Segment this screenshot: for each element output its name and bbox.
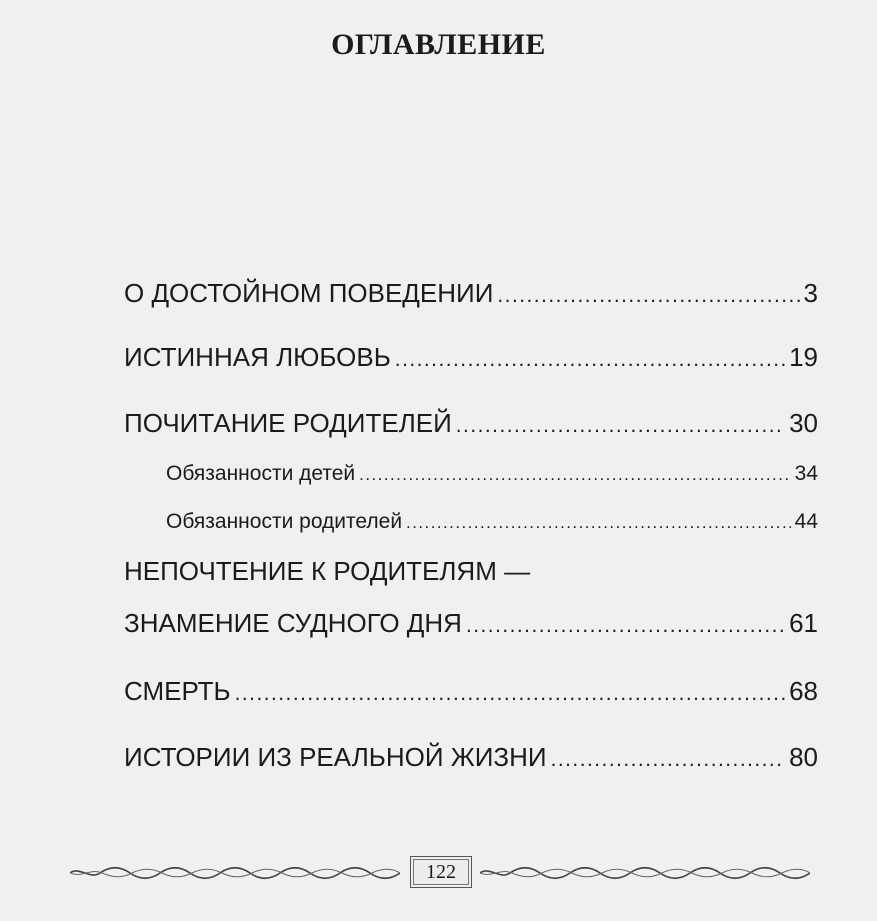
page-footer xyxy=(70,856,810,890)
ornament-right-icon xyxy=(480,864,810,882)
toc-entry-page: 30 xyxy=(789,408,818,438)
toc-leader-dots xyxy=(456,414,785,438)
toc-entry-title: СМЕРТЬ xyxy=(124,676,231,706)
toc-entry-page: 19 xyxy=(789,342,818,372)
toc-entry[interactable] xyxy=(124,742,818,773)
toc-entry-title: ПОЧИТАНИЕ РОДИТЕЛЕЙ xyxy=(124,408,452,438)
toc-entry-page: 3 xyxy=(803,278,818,308)
toc-entry[interactable] xyxy=(124,342,818,373)
toc-entry-title: Обязанности родителей xyxy=(166,510,403,533)
toc-entry[interactable] xyxy=(124,278,818,309)
page-title: ОГЛАВЛЕНИЕ xyxy=(331,28,546,61)
toc-entry-title: ИСТИННАЯ ЛЮБОВЬ xyxy=(124,342,391,372)
toc-entry-title: Обязанности детей xyxy=(166,462,356,485)
toc-leader-dots xyxy=(359,465,790,485)
toc-leader-dots xyxy=(235,682,785,706)
page-number: 122 xyxy=(410,856,472,888)
toc-subentry[interactable] xyxy=(166,462,818,486)
toc-entry[interactable] xyxy=(124,608,818,639)
toc-leader-dots xyxy=(395,348,785,372)
toc-entry-title: ЗНАМЕНИЕ СУДНОГО ДНЯ xyxy=(124,608,462,638)
toc-entry[interactable] xyxy=(124,676,818,707)
toc-entry-page: 44 xyxy=(794,510,818,533)
toc-entry-page: 34 xyxy=(794,462,818,485)
toc-entry-page: 61 xyxy=(789,608,818,638)
toc-leader-dots xyxy=(497,284,799,308)
toc-leader-dots xyxy=(406,513,791,533)
toc-entry-page: 80 xyxy=(789,742,818,772)
toc-entry-title: О ДОСТОЙНОМ ПОВЕДЕНИИ xyxy=(124,278,494,308)
toc-entry[interactable] xyxy=(124,408,818,439)
toc-leader-dots xyxy=(466,614,785,638)
ornament-left-icon xyxy=(70,864,400,882)
toc-entry-title-line1: НЕПОЧТЕНИЕ К РОДИТЕЛЯМ — xyxy=(124,556,531,586)
toc-entry-page: 68 xyxy=(789,676,818,706)
toc-entry-title: ИСТОРИИ ИЗ РЕАЛЬНОЙ ЖИЗНИ xyxy=(124,742,547,772)
toc-leader-dots xyxy=(551,748,785,772)
toc-subentry[interactable] xyxy=(166,510,818,534)
